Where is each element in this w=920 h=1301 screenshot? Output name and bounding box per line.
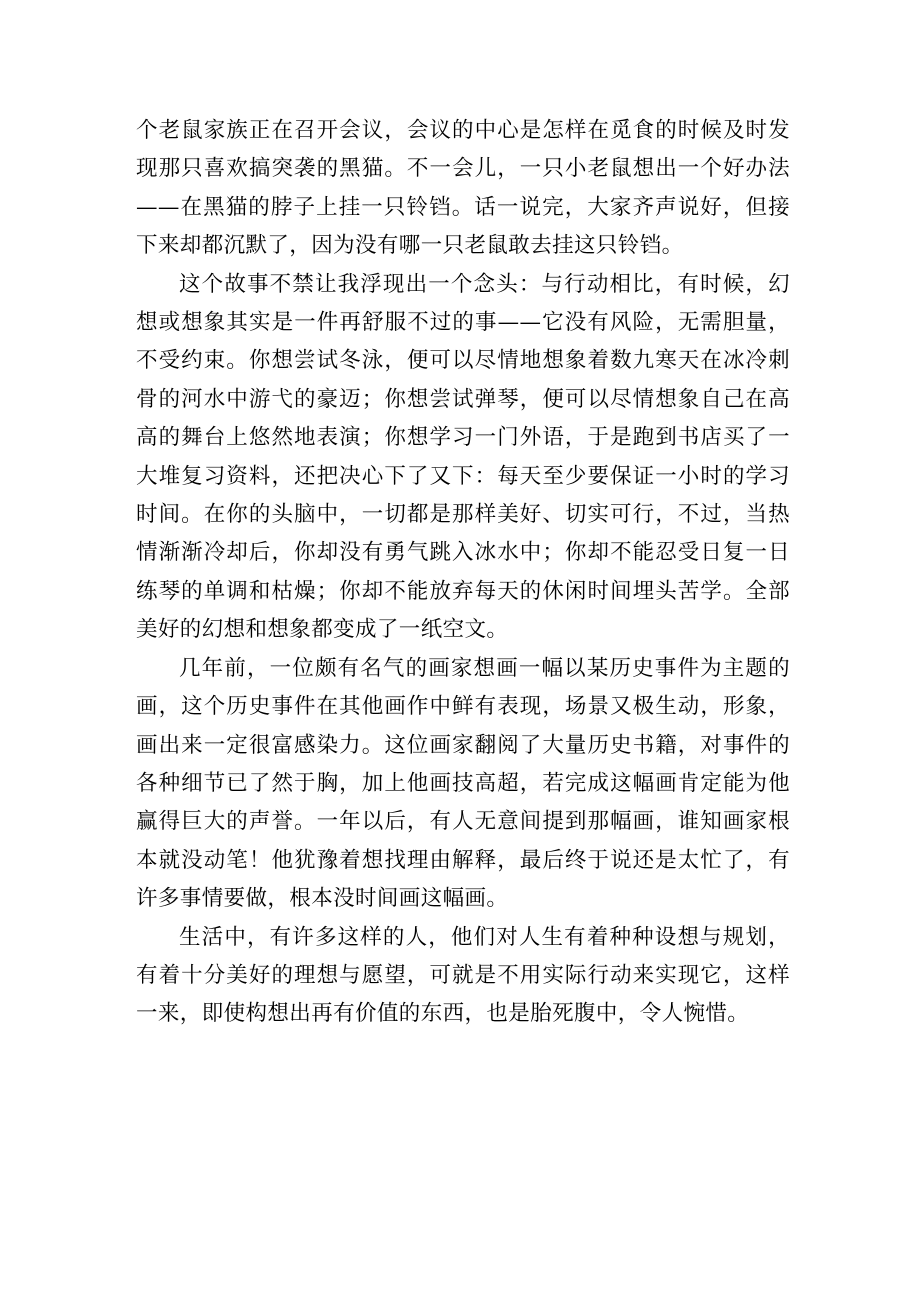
paragraph-3: 几年前，一位颇有名气的画家想画一幅以某历史事件为主题的画，这个历史事件在其他画作中鲜有表现，场景又极生动，形象，画出来一定很富感染力。这位画家翻阅了大量历史书籍，对事件的各种细节已了然于胸，加上他画技高超，若完成这幅画肯定能为他赢得巨大的声誉。一年以后，有人无意间提到那幅画，谁知画家根本就没动笔！他犹豫着想找理由解释，最后终于说还是太忙了，有许多事情要做，根本没时间画这幅画。 [136, 655, 790, 912]
document-page [136, 112, 790, 1034]
paragraph-4: 生活中，有许多这样的人，他们对人生有着种种设想与规划，有着十分美好的理想与愿望，可就是不用实际行动来实现它，这样一来，即使构想出再有价值的东西，也是胎死腹中，令人惋惜。 [136, 924, 790, 1027]
paragraph-2: 这个故事不禁让我浮现出一个念头：与行动相比，有时候，幻想或想象其实是一件再舒服不过的事——它没有风险，无需胆量，不受约束。你想尝试冬泳，便可以尽情地想象着数九寒天在冰冷刺骨的河水中游弋的豪迈；你想尝试弹琴，便可以尽情想象自己在高高的舞台上悠然地表演；你想学习一门外语，于是跑到书店买了一大堆复习资料，还把决心下了又下：每天至少要保证一小时的学习时间。在你的头脑中，一切都是那样美好、切实可行，不过，当热情渐渐冷却后，你却没有勇气跳入冰水中；你却不能忍受日复一日练琴的单调和枯燥；你却不能放弃每天的休闲时间埋头苦学。全部美好的幻想和想象都变成了一纸空文。 [136, 271, 790, 643]
paragraph-1: 个老鼠家族正在召开会议，会议的中心是怎样在觅食的时候及时发现那只喜欢搞突袭的黑猫。不一会儿，一只小老鼠想出一个好办法——在黑猫的脖子上挂一只铃铛。话一说完，大家齐声说好，但接下来却都沉默了，因为没有哪一只老鼠敢去挂这只铃铛。 [136, 118, 790, 259]
